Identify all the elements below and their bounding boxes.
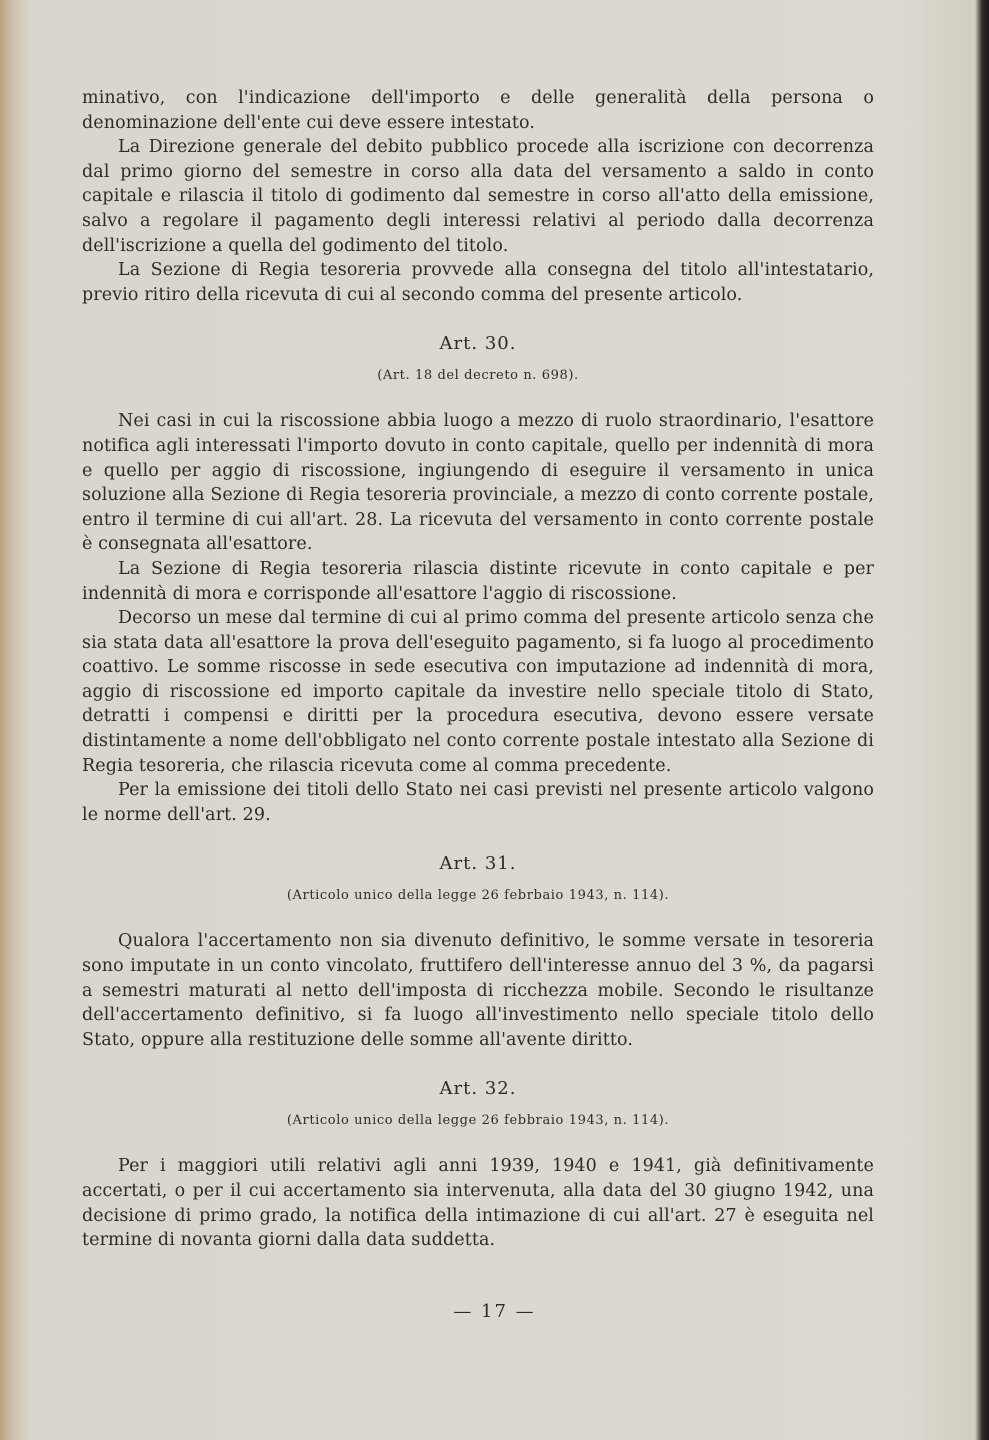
article-32-reference: (Articolo unico della legge 26 febbraio 1943, n. 114).: [286, 1113, 670, 1129]
article-31-paragraph: Qualora l'accertamento non sia divenuto definitivo, le somme versate in tesoreria sono imputate in un conto vincolato, fruttifero dell'interesse annuo del 3 %, da pagarsi a semestri maturati al netto dell'imposta di ricchezza mobile. Secondo le risultanze dell'accertamento definitivo, si fa luogo all'investimento nello speciale titolo dello Stato, oppure alla restituzione delle somme all'avente diritto.: [82, 931, 874, 1050]
article-30-paragraph: La Sezione di Regia tesoreria rilascia distinte ricevute in conto capitale e per indennità di mora e corrisponde all'esattore l'aggio di riscossione.: [82, 558, 874, 604]
article-30-paragraph: Nei casi in cui la riscossione abbia luogo a mezzo di ruolo straordinario, l'esattore notifica agli interessati l'importo dovuto in conto capitale, quello per indennità di mora e quello per aggio di riscossione, ingiungendo di eseguire il versamento in unica soluzione alla Sezione di Regia tesoreria provinciale, a mezzo di conto corrente postale, entro il termine di cui all'art. 28. La ricevuta del versamento in conto corrente postale è consegnata all'esattore.: [82, 411, 874, 555]
page-body: [82, 86, 874, 1253]
paragraph-sezione: La Sezione di Regia tesoreria provvede alla consegna del titolo all'intestatario, previo ritiro della ricevuta di cui al secondo comma del presente articolo.: [82, 260, 874, 305]
article-30-reference: (Art. 18 del decreto n. 698).: [377, 368, 579, 384]
page-number: — 17 —: [453, 1301, 536, 1322]
article-30-paragraph: Per la emissione dei titoli dello Stato nei casi previsti nel presente articolo valgono le norme dell'art. 29.: [82, 780, 874, 825]
article-30-paragraph: Decorso un mese dal termine di cui al primo comma del presente articolo senza che sia stata data all'esattore la prova dell'eseguito pagamento, si fa luogo al procedimento coattivo. Le somme riscosse in sede esecutiva con imputazione ad indennità di mora, aggio di riscossione ed importo capitale da investire nello speciale titolo di Stato, detratti i compensi e diritti per la procedura esecutiva, devono essere versate distintamente a nome dell'obbligato nel conto corrente postale intestato alla Sezione di Regia tesoreria, che rilascia ricevuta come al comma precedente.: [82, 608, 874, 776]
paragraph-direzione: La Direzione generale del debito pubblico procede alla iscrizione con decorrenza dal primo giorno del semestre in corso alla data del versamento a saldo in conto capitale e rilascia il titolo di godimento dal semestre in corso all'atto della emissione, salvo a regolare il pagamento degli interessi relativi al periodo dalla decorrenza dell'iscrizione a quella del godimento del titolo.: [82, 137, 874, 256]
article-32-paragraph: Per i maggiori utili relativi agli anni 1939, 1940 e 1941, già definitivamente accertati, o per il cui accertamento sia intervenuta, alla data del 30 giugno 1942, una decisione di primo grado, la notifica della intimazione di cui all'art. 27 è eseguita nel termine di novanta giorni dalla data suddetta.: [82, 1156, 874, 1251]
article-32-heading: Art. 32.: [439, 1078, 517, 1100]
article-30-heading: Art. 30.: [439, 333, 517, 355]
paragraph-continuation: minativo, con l'indicazione dell'importo e delle generalità della persona o denominazione dell'ente cui deve essere intestato.: [82, 88, 874, 133]
article-31-heading: Art. 31.: [439, 853, 517, 875]
article-31-reference: (Articolo unico della legge 26 febrbaio 1943, n. 114).: [286, 888, 670, 904]
